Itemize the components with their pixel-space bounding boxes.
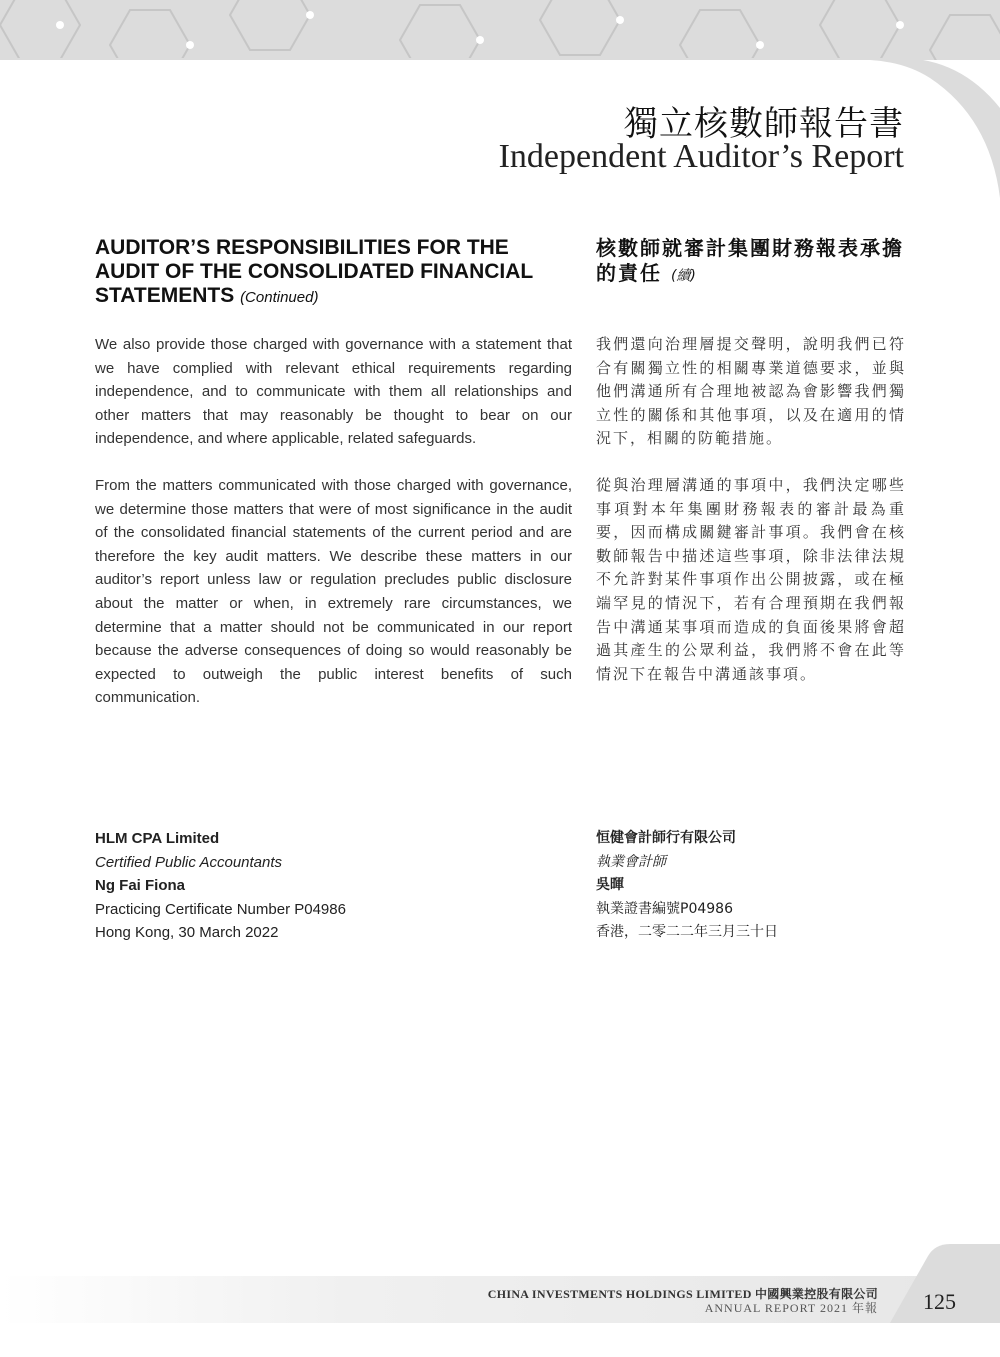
signature-block-chinese [596,827,906,945]
signature-block-english [95,827,572,945]
section-heading-chinese-text: 核數師就審計集團財務報表承擔的責任 [596,236,904,285]
signature-firm-english: HLM CPA Limited [95,830,220,847]
signature-firm-chinese: 恒健會計師行有限公司 [596,830,736,846]
footer-report-name: ANNUAL REPORT 2021 年報 [704,1301,878,1315]
signature-certificate-chinese: 執業證書編號P04986 [596,900,733,917]
signature-place-date-english: Hong Kong, 30 March 2022 [95,924,279,941]
paragraph-chinese-2: 從與治理層溝通的事項中，我們決定哪些事項對本年集團財務報表的審計最為重要，因而構成關鍵審計事項。我們會在核數師報告中描述這些事項，除非法律法規不允許對某件事項作出公開披露，或在極端罕見的情況下，若有合理預期在我們報告中溝通某事項而造成的負面後果將會超過其產生的公眾利益，我們將不會在此等情況下在報告中溝通該事項。 [596,476,906,683]
section-heading-english [95,236,572,310]
paragraph-chinese-1: 我們還向治理層提交聲明，說明我們已符合有關獨立性的相關專業道德要求，並與他們溝通所有合理地被認為會影響我們獨立性的關係和其他事項，以及在適用的情況下，相關的防範措施。 [596,335,906,448]
signature-name-english: Ng Fai Fiona [95,877,185,894]
signature-title-chinese: 執業會計師 [596,853,666,870]
signature-place-date-chinese: 香港，二零二二年三月三十日 [596,924,778,940]
signature-certificate-english: Practicing Certificate Number P04986 [95,900,346,918]
hexagon-pattern-icon [0,0,1000,60]
section-heading-chinese-continued: (續) [670,268,696,284]
section-heading-english-text: AUDITOR’S RESPONSIBILITIES FOR THE AUDIT OF THE CONSOLIDATED FINANCIAL STATEMENTS [95,236,533,307]
header-band [0,0,1000,60]
section-heading-english-continued: (Continued) [240,289,319,306]
paragraph-english-2: From the matters communicated with those charged with governance, we determine those matters that were of most significance in the audit of the consolidated financial statements of the current period and are therefore the key audit matters. We describe these matters in our auditor’s report unless law or regulation precludes public disclosure about the matter or when, in extremely rare circumstances, we determine that a matter should not be communicated in our report because the adverse consequences of doing so would reasonably be expected to outweigh the public interest benefits of such communication. [95,477,572,707]
page-number: 125 [923,1289,956,1314]
section-heading-chinese [596,236,906,289]
page-title-english: Independent Auditor’s Report [498,138,904,175]
footer-company-name: CHINA INVESTMENTS HOLDINGS LIMITED 中國興業控股有限公司 [487,1287,878,1301]
page-title-chinese: 獨立核數師報告書 [624,104,904,144]
signature-title-english: Certified Public Accountants [95,853,283,871]
paragraph-english-1: We also provide those charged with governance with a statement that we have complied with relevant ethical requirements regarding independence, and to communicate with them all relationships and other matters that may reasonably be thought to bear on our independence, and where applicable, related safeguards. [95,336,572,448]
signature-name-chinese: 吳暉 [596,877,624,893]
